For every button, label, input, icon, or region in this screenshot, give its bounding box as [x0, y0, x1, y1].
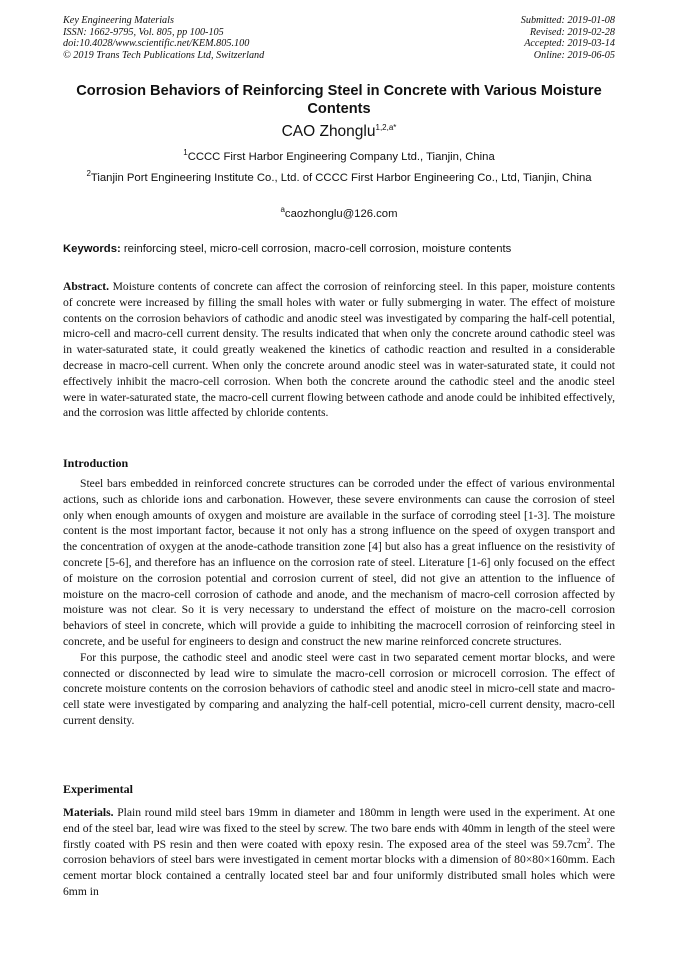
- introduction-body: [63, 476, 615, 729]
- affiliation-2-marker: 2: [86, 169, 91, 179]
- materials-text-2: . The corrosion behaviors of steel bars were investigated in cement mortar blocks with a dimension of 80×80×160mm. Each cement mortar block contained a centrally located steel bar and four uniformly distributed small holes which were 6mm in: [63, 837, 615, 898]
- author-name: CAO Zhonglu: [281, 123, 376, 140]
- date-submitted: Submitted: 2019-01-08: [520, 15, 615, 26]
- journal-copyright: © 2019 Trans Tech Publications Ltd, Switzerland: [63, 49, 265, 61]
- journal-info: [63, 15, 264, 61]
- date-accepted: Accepted: 2019-03-14: [524, 38, 615, 50]
- materials-superscript: 2: [586, 836, 591, 845]
- affiliation-1-text: CCCC First Harbor Engineering Company Ltd., Tianjin, China: [187, 151, 495, 163]
- introduction-heading: Introduction: [63, 456, 129, 470]
- journal-name: Key Engineering Materials: [63, 15, 174, 26]
- materials-paragraph: [63, 805, 615, 900]
- materials-label: Materials.: [63, 806, 114, 819]
- author-email: [63, 206, 615, 222]
- materials-text-1: Plain round mild steel bars 19mm in diameter and 180mm in length were used in the experiment. At one end of the steel bar, lead wire was fixed to the steel by screw. The two bare ends with 40mm in length of the steel were firstly coated with PS resin and then were coated with epoxy resin. The exposed area of the steel was 59.7cm: [63, 806, 615, 851]
- publication-dates: [521, 15, 615, 61]
- abstract-paragraph: [63, 279, 615, 421]
- abstract-text: Moisture contents of concrete can affect the corrosion of reinforcing steel. In this paper, moisture contents of concrete were increased by filling the small holes with water or fully submerging in water. The effect of moisture contents on the corrosion behaviors of cathodic and anodic steel was investigated by comparing the half-cell potential, micro-cell and macro-cell current density. The results indicated that when only the concrete around cathodic steel was in water-saturated state, it could greatly weakened the kinetics of cathodic reaction and resulted in a considerable decrease in macro-cell current. When only the concrete around anodic steel was in water-saturated state, it could not effectively inhibit the macro-cell corrosion. When both the concrete around the cathodic steel and the anodic steel were in water-saturated state, the macro-cell current flowing between cathode and anode could be inhibited effectively, and the corrosion was little affected by chloride contents.: [63, 280, 615, 420]
- affiliation-2-text: Tianjin Port Engineering Institute Co., Ltd. of CCCC First Harbor Engineering Co., Ltd, Tianjin, China: [90, 172, 592, 184]
- introduction-paragraph: Steel bars embedded in reinforced concrete structures can be corroded under the effect of various environmental actions, such as chloride ions and carbonation. However, these severe environments can cause the corrosion of steel only when enough amounts of oxygen and moisture are available in the surface of corroding steel [1-3]. The moisture content is the most important factor, because it not only has a strong influence on the speed of oxygen transport and the concentration of oxygen at the anode-cathode transition zone [4] but also has a great influence on the resistivity of concrete [5-6], and therefore has an influence on the corrosion rate of steel. Literature [1-6] only focused on the effect of moisture on the corrosion potential and corrosion current of steel, did not give an attention to the influence of moisture on the macro-cell corrosion of cathode and anode, and the mechanism of macro-cell corrosion affected by moisture was not clear. So it is very necessary to understand the effect of moisture on the macro-cell corrosion behaviors of steel in concrete, which will provide a guide to inhibiting the macrocell corrosion of reinforcing steel in concrete, and be useful for engineers to design and construct the new marine reinforced concrete structures.: [63, 477, 615, 648]
- journal-doi[interactable]: doi:10.4028/www.scientific.net/KEM.805.100: [63, 38, 250, 50]
- date-online: Online: 2019-06-05: [533, 49, 615, 61]
- paper-title: Corrosion Behaviors of Reinforcing Steel in Concrete with Various Moisture Contents: [76, 83, 602, 117]
- affiliation-2: [70, 170, 608, 186]
- keywords-text: reinforcing steel, micro-cell corrosion, macro-cell corrosion, moisture contents: [120, 243, 512, 255]
- date-revised: Revised: 2019-02-28: [529, 26, 615, 38]
- keywords-label: Keywords:: [63, 243, 121, 255]
- introduction-paragraph: For this purpose, the cathodic steel and anodic steel were cast in two separated cement mortar blocks, and were connected or disconnected by lead wire to simulate the macro-cell corrosion or microcell corrosion. The effect of concrete moisture contents on the corrosion behaviors of cathodic steel and anodic steel in micro-cell state and macro-cell state were investigated by comparing and analyzing the half-cell potential, micro-cell current density, macro-cell current density.: [63, 650, 615, 727]
- author: [63, 123, 615, 141]
- abstract-label: Abstract.: [63, 280, 110, 293]
- author-marker: 1,2,a*: [375, 122, 397, 132]
- experimental-body: [63, 805, 615, 900]
- affiliation-1: [63, 149, 615, 165]
- journal-issn: ISSN: 1662-9795, Vol. 805, pp 100-105: [63, 26, 224, 38]
- abstract: [63, 279, 615, 421]
- experimental-heading: Experimental: [63, 782, 133, 796]
- affiliation-1-marker: 1: [183, 148, 188, 158]
- keywords: [63, 242, 615, 257]
- email-marker: a: [280, 205, 285, 215]
- email-address[interactable]: caozhonglu@126.com: [284, 208, 398, 220]
